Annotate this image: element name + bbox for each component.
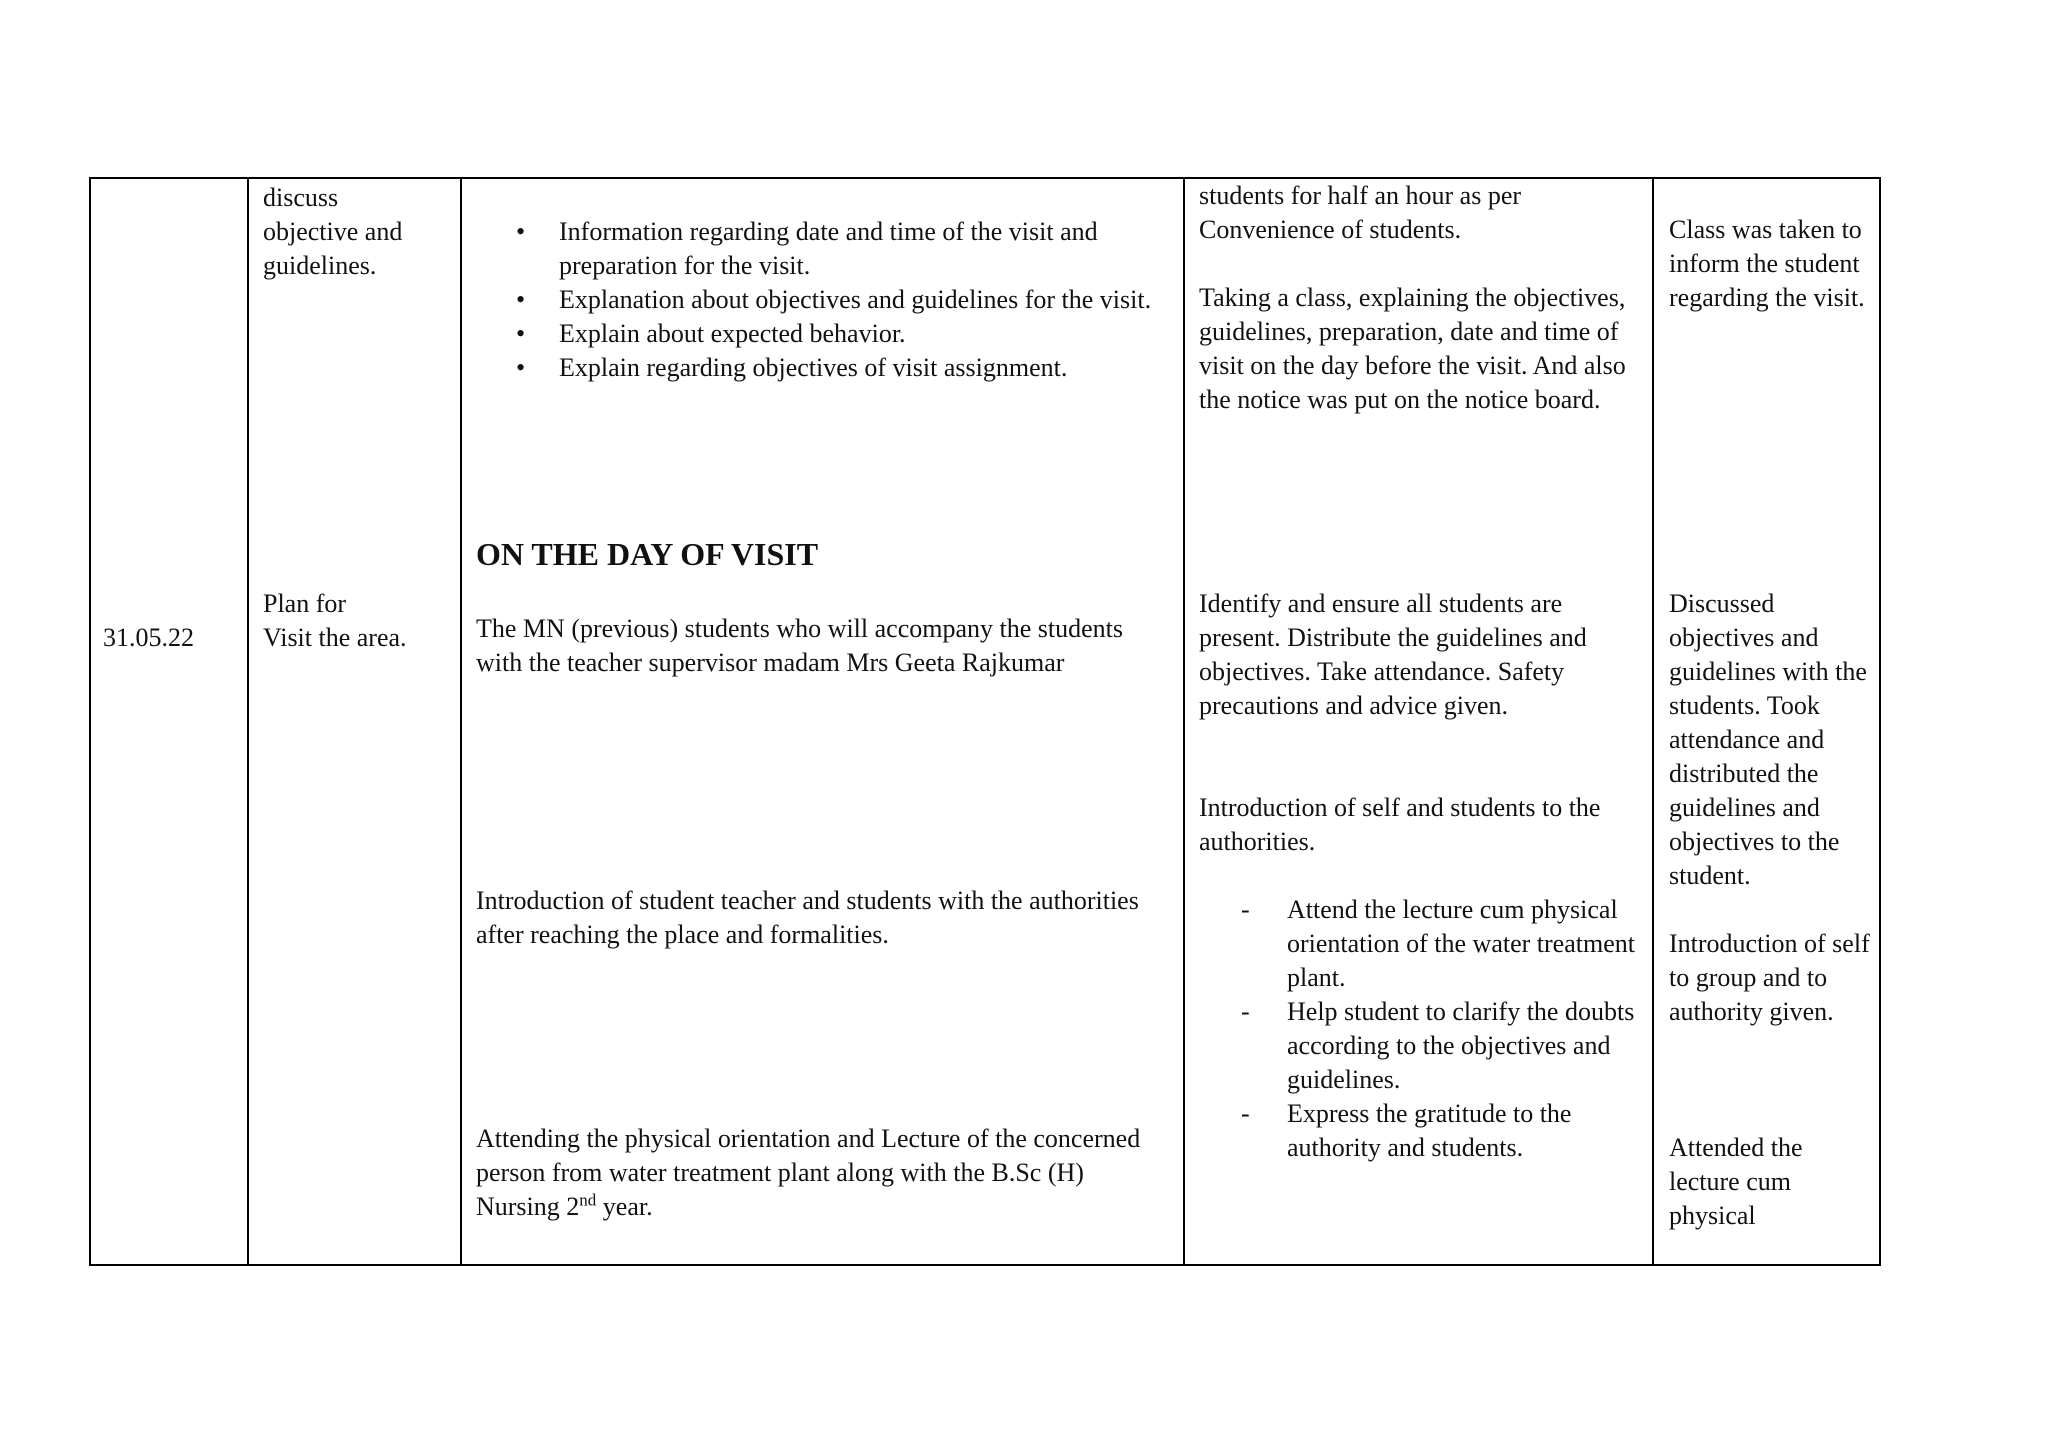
column-divider xyxy=(460,179,462,1264)
remarks-paragraph: Class was taken to inform the student regarding the visit. xyxy=(1669,215,1865,312)
column-divider xyxy=(1183,179,1185,1264)
list-item: - Attend the lecture cum physical orientation of the water treatment plant. xyxy=(1199,893,1639,995)
section-heading: ON THE DAY OF VISIT xyxy=(476,536,819,572)
list-item: - Express the gratitude to the authority and students. xyxy=(1199,1097,1639,1165)
activity-cell-plan xyxy=(263,587,453,655)
content-paragraph xyxy=(476,1122,1166,1224)
column-divider xyxy=(247,179,249,1264)
list-item: • Explain about expected behavior. xyxy=(471,317,1171,351)
method-paragraph: students for half an hour as per Convenience of students. xyxy=(1199,181,1522,244)
plan-table xyxy=(89,177,1881,1266)
content-text: year. xyxy=(596,1192,653,1221)
content-bullet-list xyxy=(471,215,1171,385)
content-text: Attending the physical orientation and Lecture of the concerned person from water treatment plant along with the B.Sc (H) Nursing 2 xyxy=(476,1124,1141,1221)
remarks-paragraph: Discussed objectives and guidelines with the students. Took attendance and distributed the guidelines and objectives to the student. xyxy=(1669,589,1867,890)
remarks-paragraph: Attended the lecture cum physical xyxy=(1669,1133,1803,1230)
activity-line: guidelines. xyxy=(263,251,377,280)
activity-line: discuss xyxy=(263,183,339,212)
date-cell: 31.05.22 xyxy=(103,623,194,652)
list-item: • Information regarding date and time of the visit and preparation for the visit. xyxy=(471,215,1171,283)
method-dash-list xyxy=(1199,893,1639,1165)
list-item: - Help student to clarify the doubts according to the objectives and guidelines. xyxy=(1199,995,1639,1097)
remarks-paragraph: Introduction of self to group and to authority given. xyxy=(1669,929,1870,1026)
list-item: • Explain regarding objectives of visit assignment. xyxy=(471,351,1171,385)
activity-line: Visit the area. xyxy=(263,623,407,652)
activity-line: objective and xyxy=(263,217,403,246)
list-item: • Explanation about objectives and guidelines for the visit. xyxy=(471,283,1171,317)
ordinal-superscript: nd xyxy=(579,1190,597,1210)
activity-cell-discuss xyxy=(263,181,453,283)
method-paragraph: Introduction of self and students to the authorities. xyxy=(1199,793,1601,856)
content-paragraph: The MN (previous) students who will accompany the students with the teacher supervisor madam Mrs Geeta Rajkumar xyxy=(476,614,1123,677)
activity-line: Plan for xyxy=(263,589,347,618)
column-divider xyxy=(1652,179,1654,1264)
method-paragraph: Identify and ensure all students are present. Distribute the guidelines and objectives. Take attendance. Safety precautions and advice given. xyxy=(1199,589,1587,720)
content-paragraph: Introduction of student teacher and students with the authorities after reaching the place and formalities. xyxy=(476,886,1139,949)
method-paragraph: Taking a class, explaining the objectives, guidelines, preparation, date and time of visit on the day before the visit. And also the notice was put on the notice board. xyxy=(1199,283,1626,414)
